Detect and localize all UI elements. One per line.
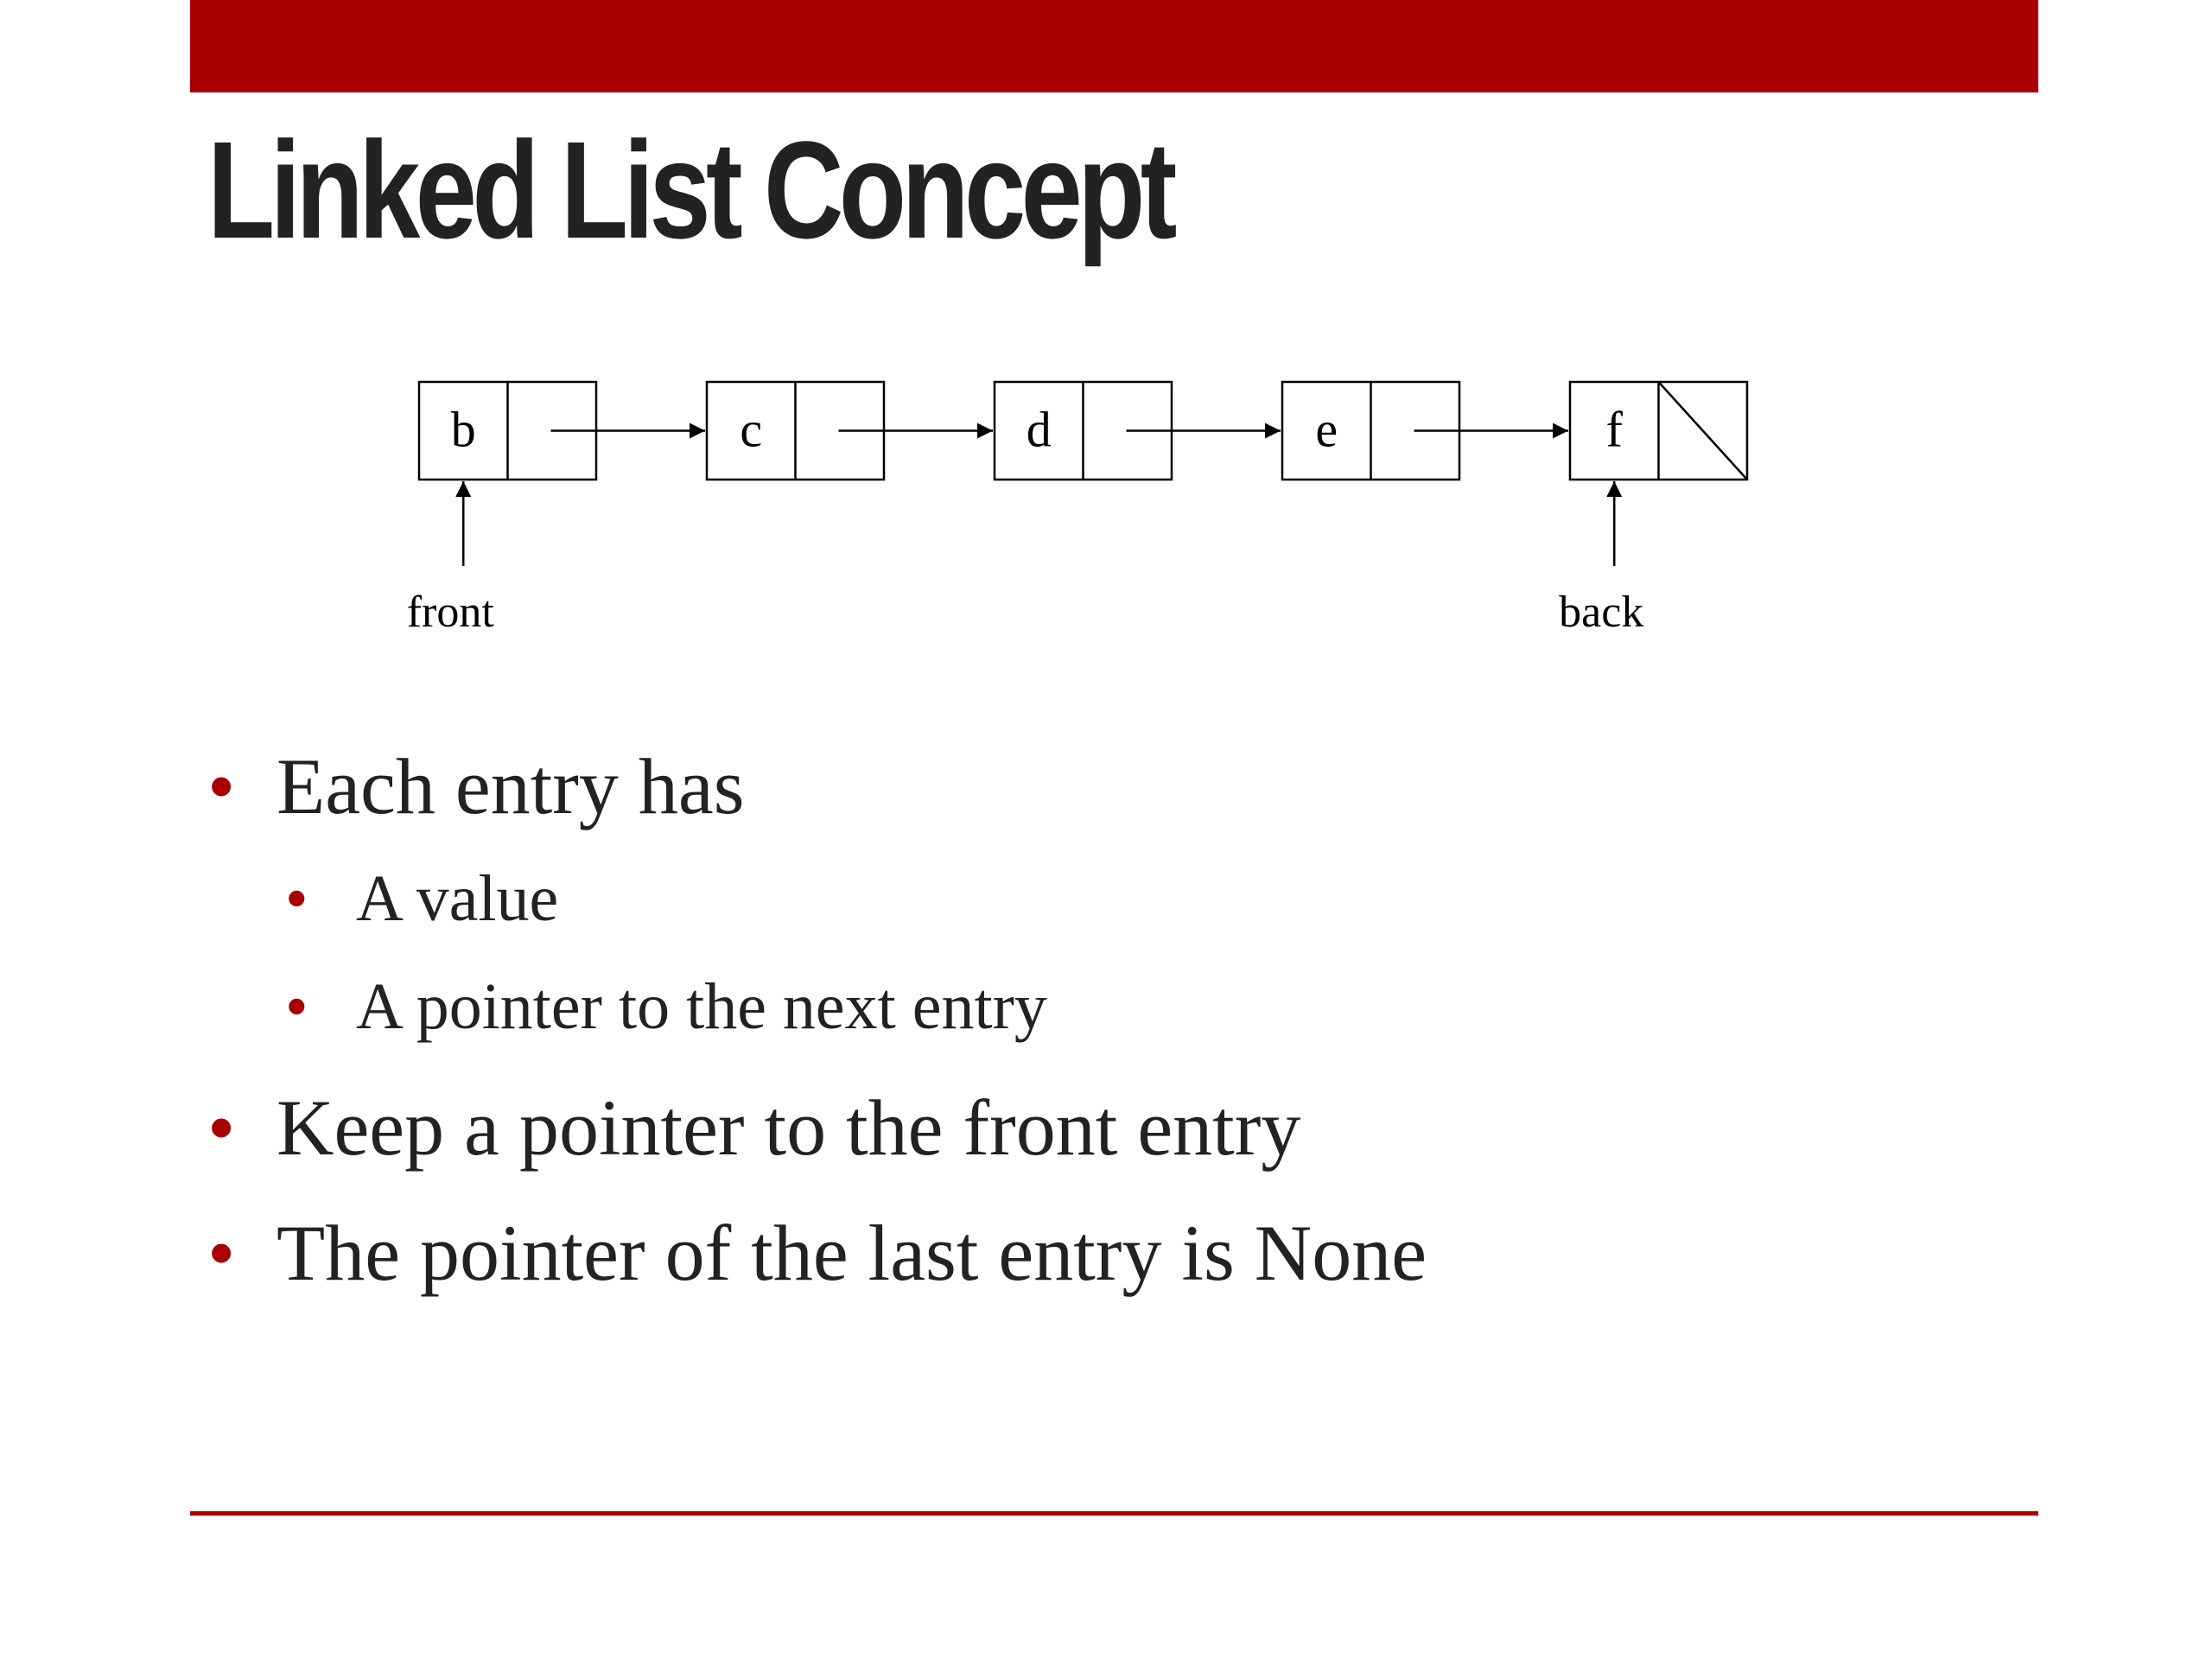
front-label: front <box>406 588 494 637</box>
list-node <box>1282 382 1568 480</box>
bullet-text: Keep a pointer to the front entry <box>276 1084 1301 1172</box>
node-value: f <box>1605 401 1623 458</box>
bullet-dot-icon: • <box>207 1084 236 1172</box>
slide-title: Linked List Concept <box>207 112 1173 267</box>
node-value: c <box>740 401 763 458</box>
linked-list-diagram <box>0 0 2212 691</box>
bullet-text: Each entry has <box>276 742 745 830</box>
footer-accent-rule <box>190 1511 2038 1516</box>
bullet-text: A pointer to the next entry <box>356 970 1047 1043</box>
list-node <box>707 382 993 480</box>
bullet-text: A value <box>356 862 559 935</box>
bullet-text: The pointer of the last entry is None <box>276 1209 1427 1297</box>
bullet-dot-icon: • <box>285 970 308 1043</box>
list-node <box>1570 382 1747 480</box>
node-value: d <box>1026 401 1052 458</box>
node-value: b <box>450 401 476 458</box>
list-node <box>995 382 1281 480</box>
bullet-dot-icon: • <box>285 862 308 935</box>
list-node <box>419 382 705 480</box>
bullet-dot-icon: • <box>207 742 236 830</box>
node-value: e <box>1315 401 1338 458</box>
bullet-dot-icon: • <box>207 1209 236 1297</box>
null-pointer-slash <box>1659 382 1748 480</box>
back-label: back <box>1559 588 1644 637</box>
